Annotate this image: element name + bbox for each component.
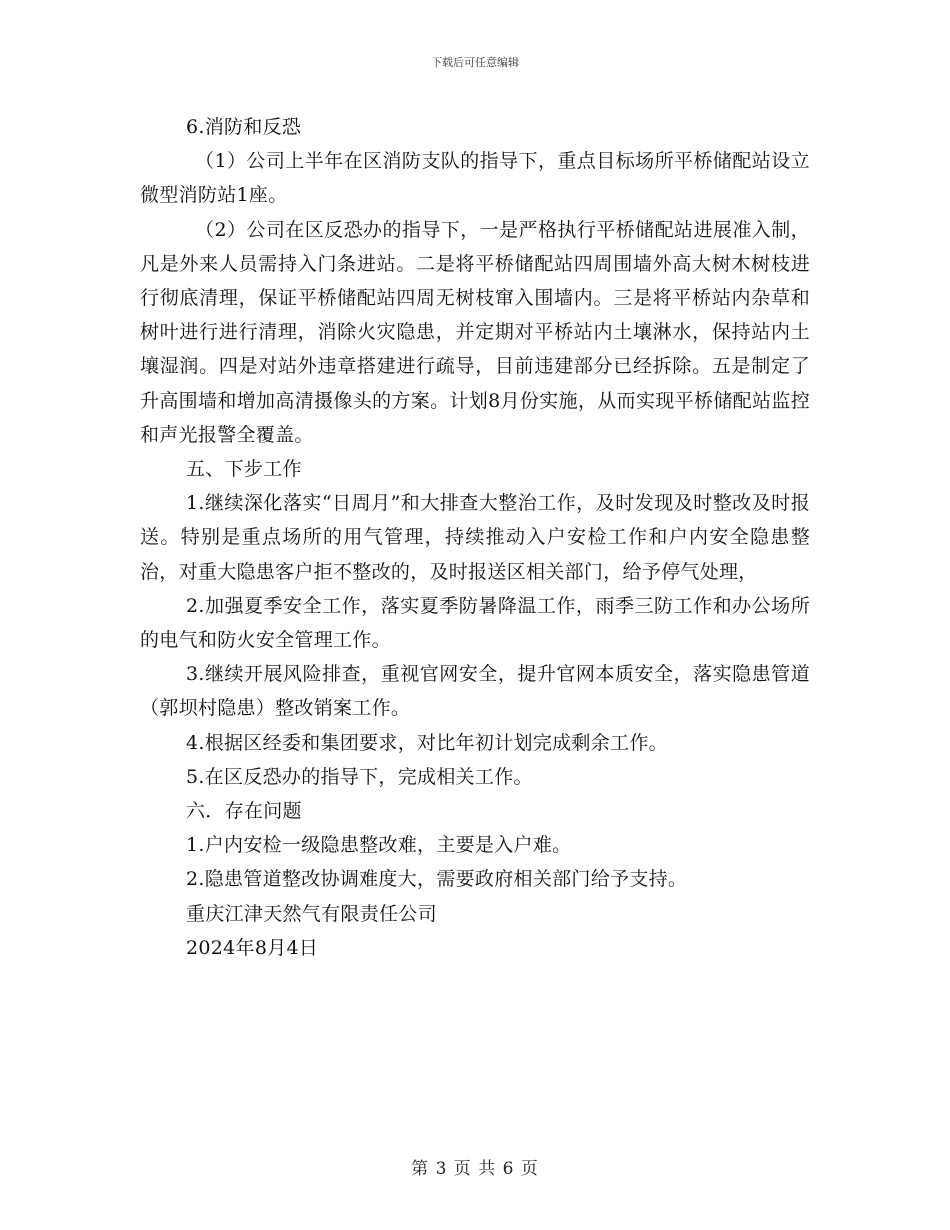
company-signature: 重庆江津天然气有限责任公司 — [186, 902, 437, 925]
paragraph-fire-station: （1）公司上半年在区消防支队的指导下，重点目标场所平桥储配站设立微型消防站1座。 — [140, 150, 810, 207]
paragraph-problem-1: 1.户内安检一级隐患整改难，主要是入户难。 — [186, 834, 572, 857]
document-body — [140, 110, 810, 965]
section-heading-next-steps: 五、下步工作 — [186, 458, 302, 481]
paragraph-antiterror-measures: （2）公司在区反恐办的指导下，一是严格执行平桥储配站进展准入制，凡是外来人员需持入门条进站。二是将平桥储配站四周围墙外高大树木树枝进行彻底清理，保证平桥储配站四周无树枝窜入围墙内。三是将平桥站内杂草和树叶进行进行清理，消除火灾隐患，并定期对平桥站内土壤淋水，保持站内土壤湿润。四是对站外违章搭建进行疏导，目前违建部分已经拆除。五是制定了升高围墙和增加高清摄像头的方案。计划8月份实施，从而实现平桥储配站监控和声光报警全覆盖。 — [140, 218, 810, 446]
paragraph-next-step-5: 5.在区反恐办的指导下，完成相关工作。 — [186, 765, 533, 788]
section-heading-fire-antiterror: 6.消防和反恐 — [186, 116, 302, 138]
page-header-note: 下载后可任意编辑 — [431, 56, 519, 69]
paragraph-next-step-4: 4.根据区经委和集团要求，对比年初计划完成剩余工作。 — [186, 731, 668, 754]
paragraph-next-step-2: 2.加强夏季安全工作，落实夏季防暑降温工作，雨季三防工作和办公场所的电气和防火安全管理工作。 — [140, 594, 810, 652]
paragraph-next-step-3: 3.继续开展风险排查，重视官网安全，提升官网本质安全，落实隐患管道（郭坝村隐患）整改销案工作。 — [140, 663, 810, 720]
section-heading-problems: 六．存在问题 — [186, 800, 302, 823]
document-date: 2024年8月4日 — [186, 936, 319, 959]
page-number: 第 3 页 共 6 页 — [411, 1159, 539, 1179]
paragraph-problem-2: 2.隐患管道整改协调难度大，需要政府相关部门给予支持。 — [186, 868, 688, 891]
paragraph-next-step-1: 1.继续深化落实“日周月”和大排查大整治工作，及时发现及时整改及时报送。特别是重点场所的用气管理，持续推动入户安检工作和户内安全隐患整治，对重大隐患客户拒不整改的，及时报送区相关部门，给予停气处理， — [140, 492, 810, 583]
